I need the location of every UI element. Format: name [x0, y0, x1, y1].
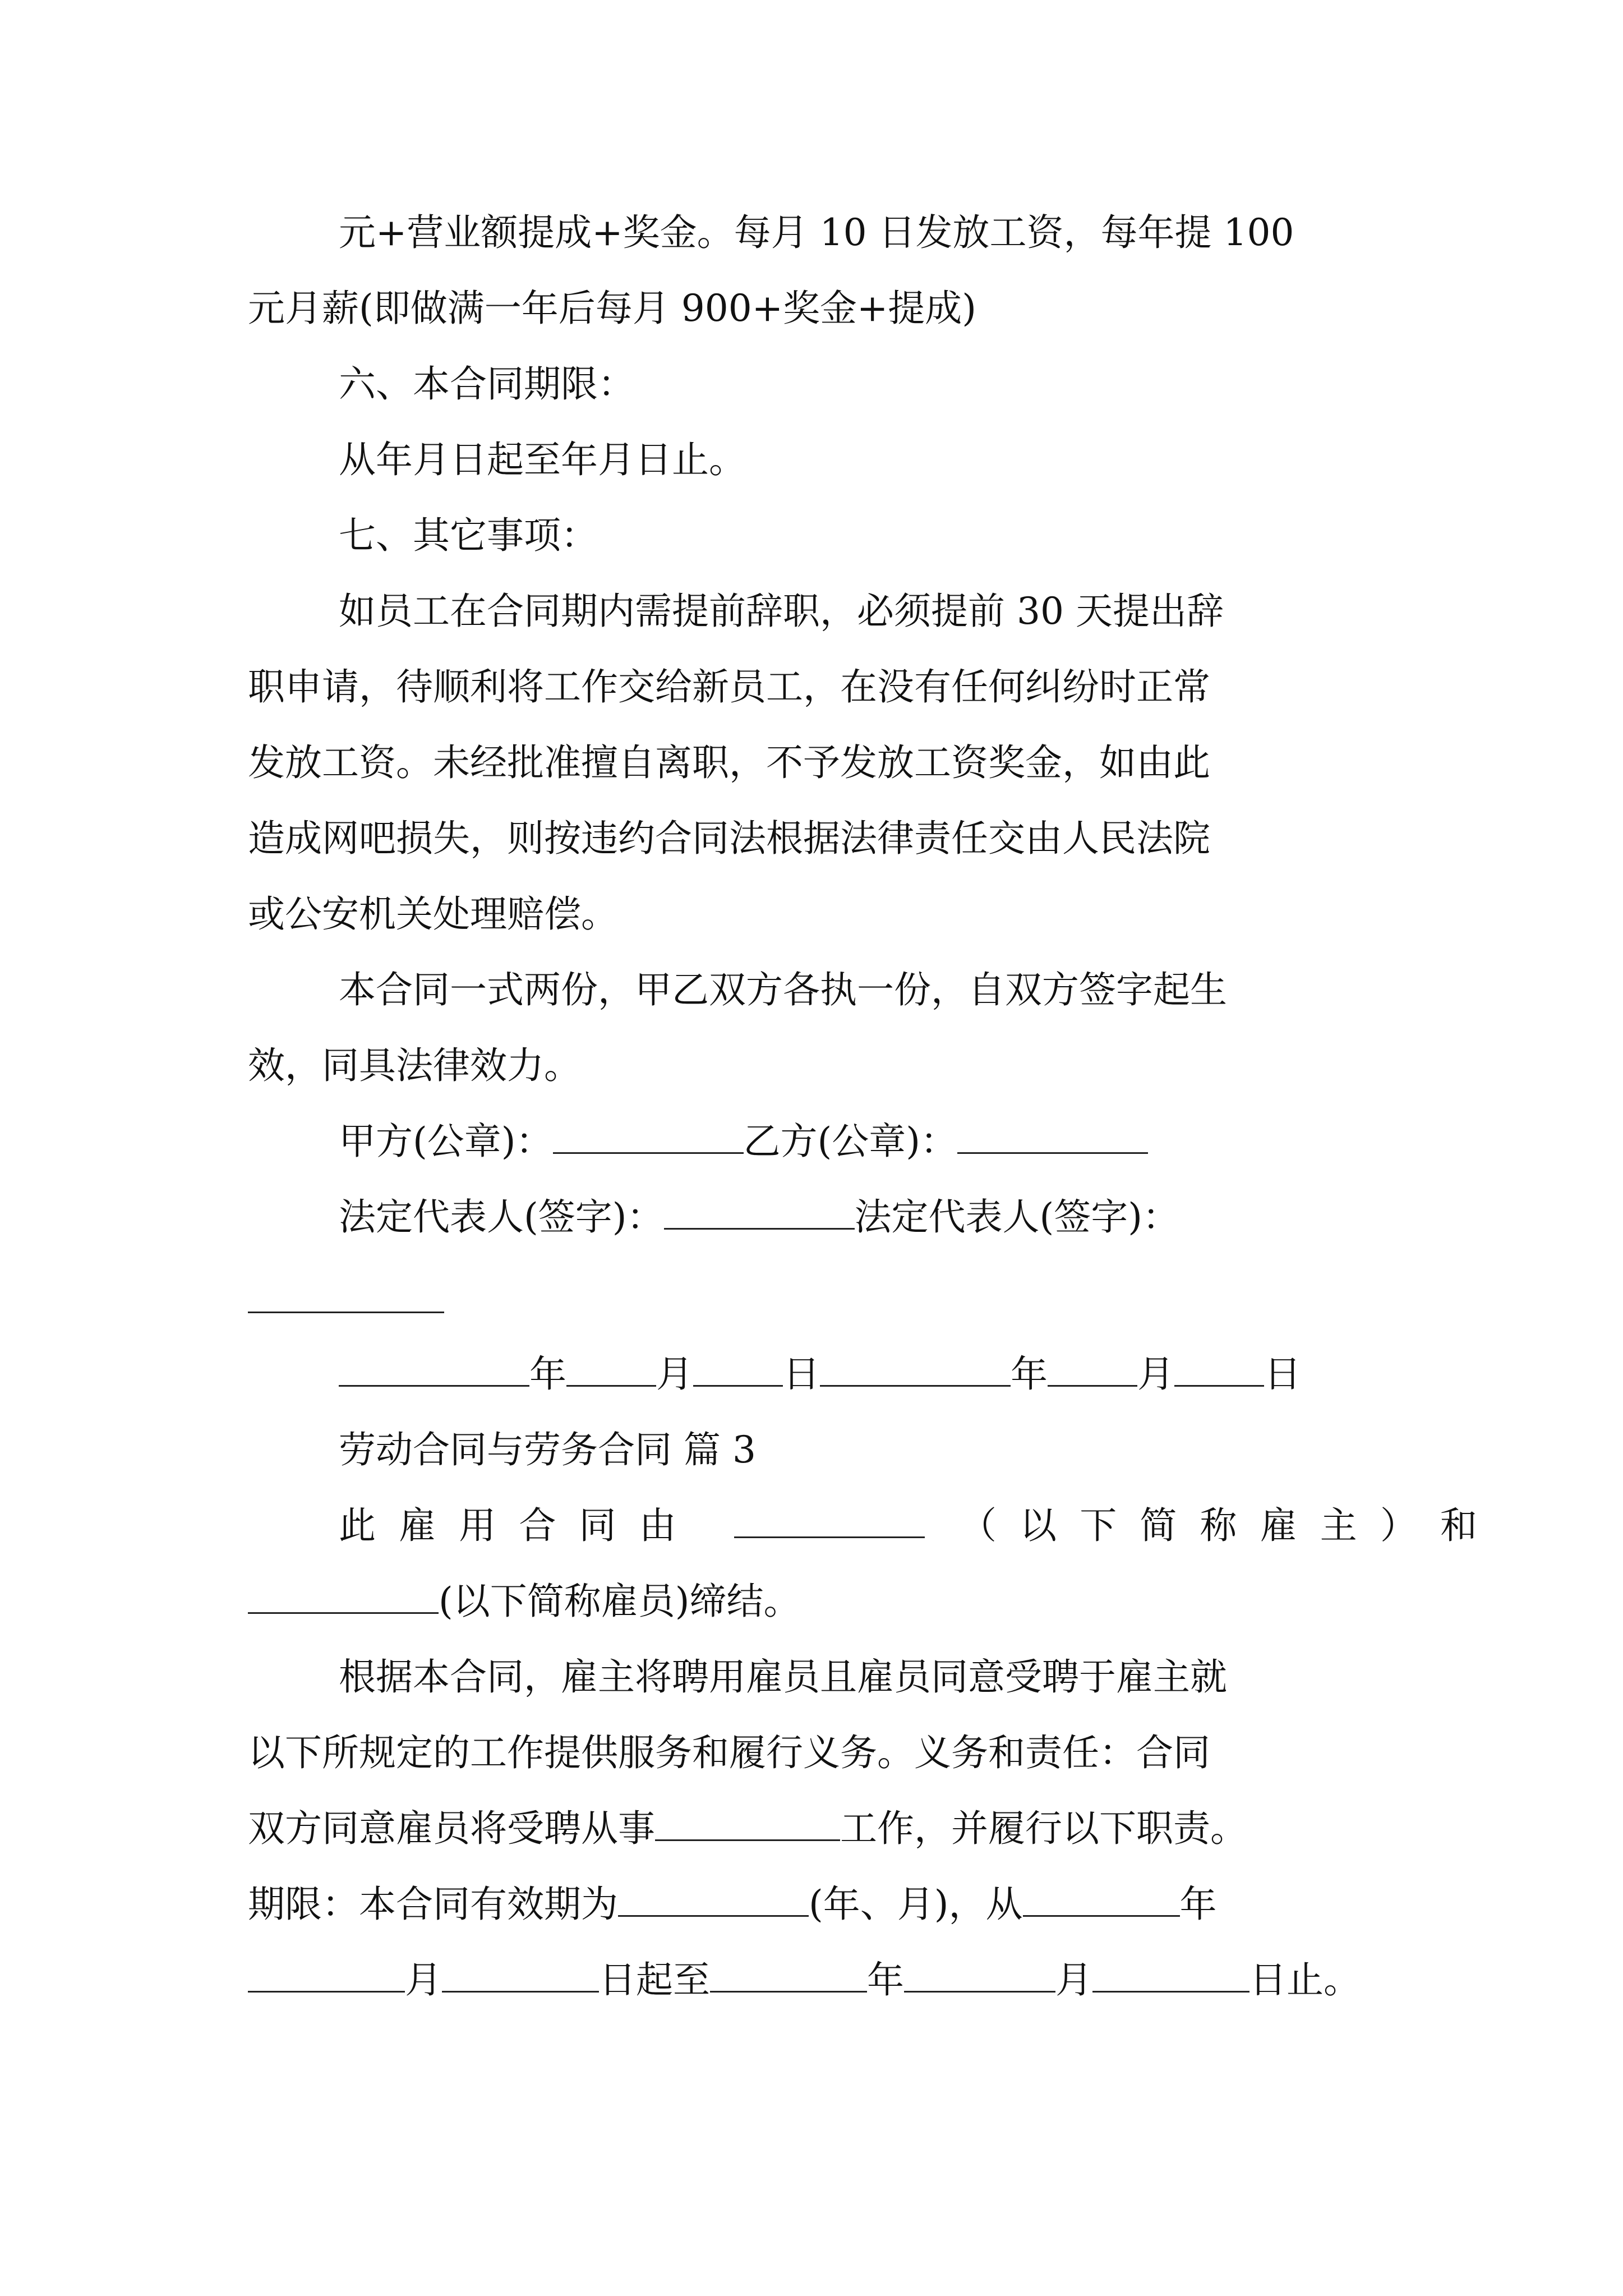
date-blank	[820, 1350, 1011, 1387]
date-blank	[904, 1956, 1055, 1993]
signature-blank	[664, 1193, 855, 1230]
date-line	[248, 1349, 1477, 1400]
signature-blank	[248, 1312, 444, 1313]
paragraph-line	[248, 1879, 1386, 1930]
date-month-label: 月	[656, 1352, 693, 1396]
paragraph-text: 年	[1179, 1883, 1217, 1926]
section-title: 劳动合同与劳务合同 篇 3	[339, 1428, 756, 1471]
paragraph-text: (年、月)，从	[809, 1883, 1023, 1926]
signature-blank	[553, 1117, 744, 1154]
date-blank	[1174, 1350, 1264, 1387]
paragraph-line: 如员工在合同期内需提前辞职，必须提前 30 天提出辞	[339, 590, 1224, 633]
paragraph-text: 月	[405, 1958, 442, 2001]
date-blank	[710, 1956, 867, 1993]
intro-text: 此雇用合同由	[339, 1504, 699, 1547]
date-year-label: 年	[529, 1352, 566, 1396]
paragraph-text: 日起至	[599, 1958, 710, 2001]
paragraph-line	[248, 1501, 1477, 1551]
employer-blank	[734, 1502, 925, 1538]
paragraph-line: 以下所规定的工作提供服务和履行义务。义务和责任：合同	[248, 1731, 1210, 1774]
party-a-label: 甲方(公章)：	[339, 1120, 553, 1163]
paragraph-line: 元+营业额提成+奖金。每月 10 日发放工资，每年提 100	[339, 211, 1294, 254]
paragraph-line	[248, 1803, 1386, 1854]
term-blank	[618, 1880, 809, 1917]
job-blank	[655, 1805, 840, 1841]
date-day-label: 日	[783, 1352, 820, 1396]
signature-blank	[957, 1117, 1148, 1154]
signature-line-party	[248, 1116, 1477, 1167]
paragraph-line: 造成网吧损失，则按违约合同法根据法律责任交由人民法院	[248, 817, 1210, 860]
date-blank	[248, 1956, 405, 1993]
date-blank	[1048, 1350, 1137, 1387]
date-day-label: 日	[1264, 1352, 1301, 1396]
intro-text: (以下简称雇员)缔结。	[439, 1580, 801, 1623]
date-blank	[566, 1350, 656, 1387]
paragraph-text: 双方同意雇员将受聘从事	[248, 1807, 655, 1850]
paragraph-text: 日止。	[1249, 1958, 1361, 2001]
date-blank	[693, 1350, 783, 1387]
intro-text: （以下简称雇主）和	[959, 1504, 1477, 1547]
paragraph-line: 职申请，待顺利将工作交给新员工，在没有任何纠纷时正常	[248, 665, 1210, 708]
paragraph-text: 月	[1055, 1958, 1092, 2001]
paragraph-line: 效，同具法律效力。	[248, 1044, 581, 1087]
paragraph-line: 发放工资。未经批准擅自离职，不予发放工资奖金，如由此	[248, 741, 1210, 784]
date-blank	[1023, 1880, 1180, 1917]
paragraph-line: 或公安机关处理赔偿。	[248, 892, 618, 936]
section-heading: 六、本合同期限：	[339, 362, 635, 406]
date-blank	[339, 1350, 529, 1387]
signature-line-representative	[248, 1192, 1477, 1243]
paragraph-line	[248, 1955, 1386, 2005]
paragraph-line: 从年月日起至年月日止。	[339, 438, 746, 481]
section-heading: 七、其它事项：	[339, 514, 598, 557]
paragraph-text: 期限：本合同有效期为	[248, 1883, 618, 1926]
employee-blank	[248, 1577, 439, 1614]
rep-a-label: 法定代表人(签字)：	[339, 1195, 664, 1239]
date-blank	[1092, 1956, 1249, 1993]
paragraph-line: 本合同一式两份，甲乙双方各执一份，自双方签字起生	[339, 968, 1227, 1011]
paragraph-text: 年	[867, 1958, 904, 2001]
rep-b-label: 法定代表人(签字)：	[854, 1195, 1179, 1239]
party-b-label: 乙方(公章)：	[743, 1120, 957, 1163]
date-blank	[442, 1956, 599, 1993]
paragraph-line: 根据本合同，雇主将聘用雇员且雇员同意受聘于雇主就	[339, 1655, 1227, 1699]
paragraph-text: 工作，并履行以下职责。	[840, 1807, 1247, 1850]
paragraph-line	[248, 1576, 1386, 1627]
date-month-label: 月	[1137, 1352, 1174, 1396]
date-year-label: 年	[1011, 1352, 1048, 1396]
paragraph-line: 元月薪(即做满一年后每月 900+奖金+提成)	[248, 287, 977, 330]
